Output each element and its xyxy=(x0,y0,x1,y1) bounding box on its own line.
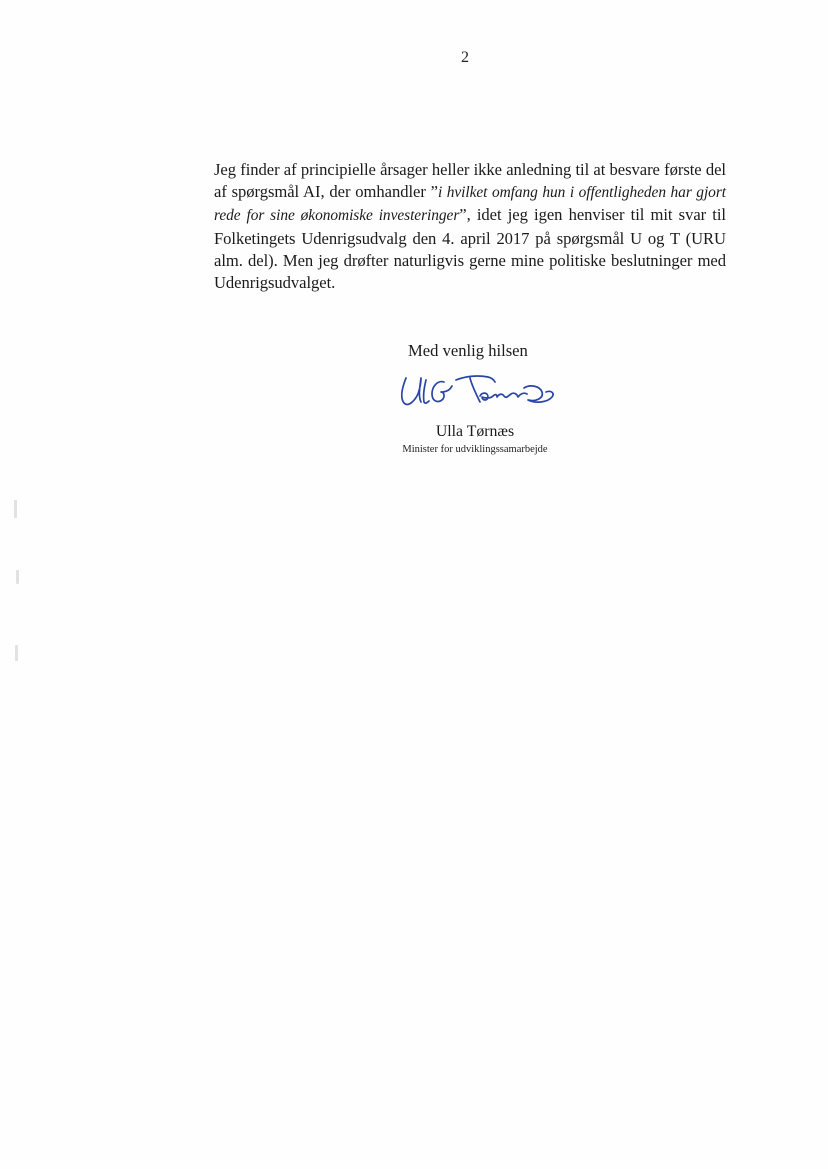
page-number: 2 xyxy=(461,49,469,66)
scan-artifact xyxy=(14,500,17,518)
signer-name: Ulla Tørnæs xyxy=(435,423,515,440)
quoted-question: i hvilket omfang hun i offentligheden har gjort rede for sine økonomiske investeringer xyxy=(214,184,726,225)
closing-salutation: Med venlig hilsen xyxy=(408,341,528,360)
handwritten-signature xyxy=(396,366,566,416)
body-text-before-quote: Jeg finder af principielle årsager heller ikke anledning til at besvare første del af spørgsmål AI, der omhandler ” xyxy=(214,160,726,202)
scan-artifact xyxy=(16,570,19,584)
scan-artifact xyxy=(15,645,18,661)
body-text-after-quote: ”, idet jeg igen henviser til mit svar til Folketingets Udenrigsudvalg den 4. april 2017 på spørgsmål U og T (URU alm. del). Men jeg drøfter naturligvis gerne mine politiske beslutninger med Udenrigsudvalget. xyxy=(214,205,726,293)
signer-title: Minister for udviklingssamarbejde xyxy=(402,444,548,455)
body-paragraph xyxy=(214,159,726,294)
